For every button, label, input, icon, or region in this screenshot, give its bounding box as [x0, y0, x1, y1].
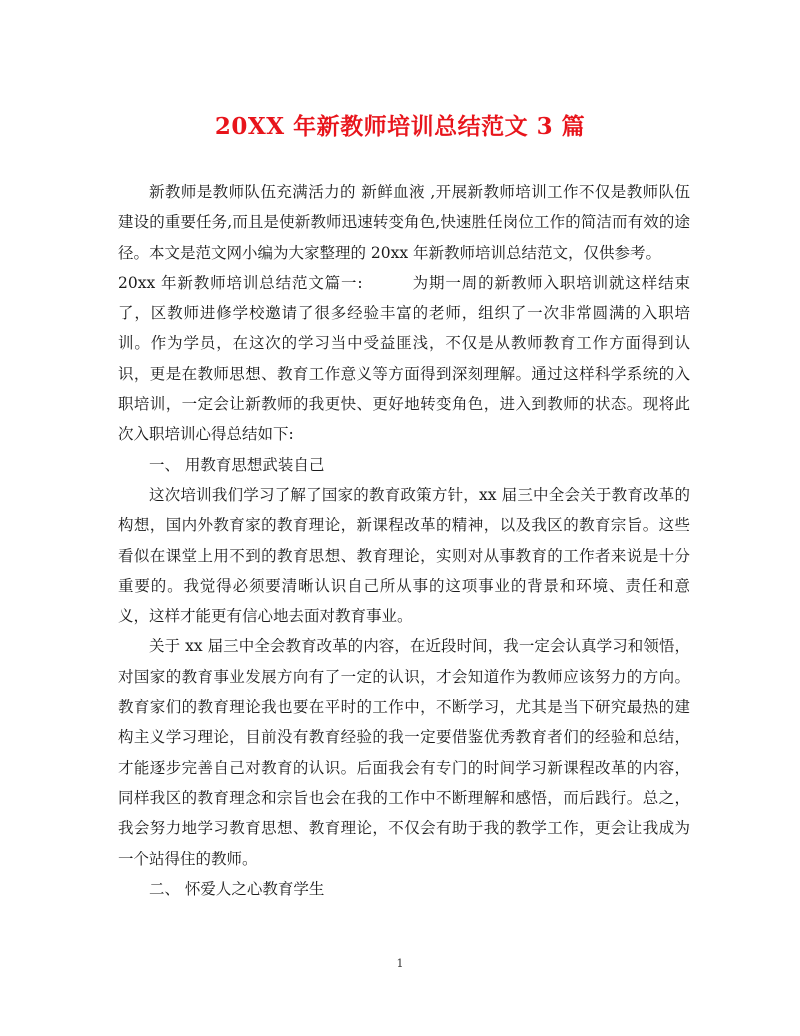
section-one-paragraph: 20xx 年新教师培训总结范文篇一: 为期一周的新教师入职培训就这样结束了，区教师进修学校邀请了很多经验丰富的老师，组织了一次非常圆满的入职培训。作为学员，在这次的学习当中受益匪浅，不仅是从教师教育工作方面得到认识，更是在教师思想、教育工作意义等方面得到深刻理解。通过这样科学系统的入职培训，一定会让新教师的我更快、更好地转变角色，进入到教师的状态。现将此次入职培训心得总结如下: — [118, 273, 690, 444]
intro-paragraph: 新教师是教师队伍充满活力的 新鲜血液 ,开展新教师培训工作不仅是教师队伍建设的重要任务,而且是使新教师迅速转变角色,快速胜任岗位工作的简洁而有效的途径。本文是范文网小编为大家整理的 20xx 年新教师培训总结范文，仅供参考。 — [118, 183, 690, 262]
page-number: 1 — [396, 957, 404, 970]
body-paragraph: 关于 xx 届三中全会教育改革的内容，在近段时间，我一定会认真学习和领悟，对国家的教育事业发展方向有了一定的认识，才会知道作为教师应该努力的方向。教育家们的教育理论我也要在平时的工作中，不断学习，尤其是当下研究最热的建构主义学习理论，目前没有教育经验的我一定要借鉴优秀教育者们的经验和总结，才能逐步完善自己对教育的认识。后面我会有专门的时间学习新课程改革的内容，同样我区的教育理念和宗旨也会在我的工作中不断理解和感悟，而后践行。总之，我会努力地学习教育思想、教育理论，不仅会有助于我的教学工作，更会让我成为一个站得住的教师。 — [118, 637, 690, 868]
document-body — [118, 177, 690, 904]
document-title: 20XX 年新教师培训总结范文 3 篇 — [214, 113, 586, 140]
section-heading-two: 二、 怀爱人之心教育学生 — [149, 879, 325, 898]
body-paragraph: 这次培训我们学习了解了国家的教育政策方针，xx 届三中全会关于教育改革的构想，国内外教育家的教育理论，新课程改革的精神，以及我区的教育宗旨。这些看似在课堂上用不到的教育思想、教育理论，实则对从事教育的工作者来说是十分重要的。我觉得必须要清晰认识自己所从事的这项事业的背景和环境、责任和意义，这样才能更有信心地去面对教育事业。 — [118, 485, 690, 626]
section-heading-one: 一、 用教育思想武装自己 — [149, 455, 325, 474]
